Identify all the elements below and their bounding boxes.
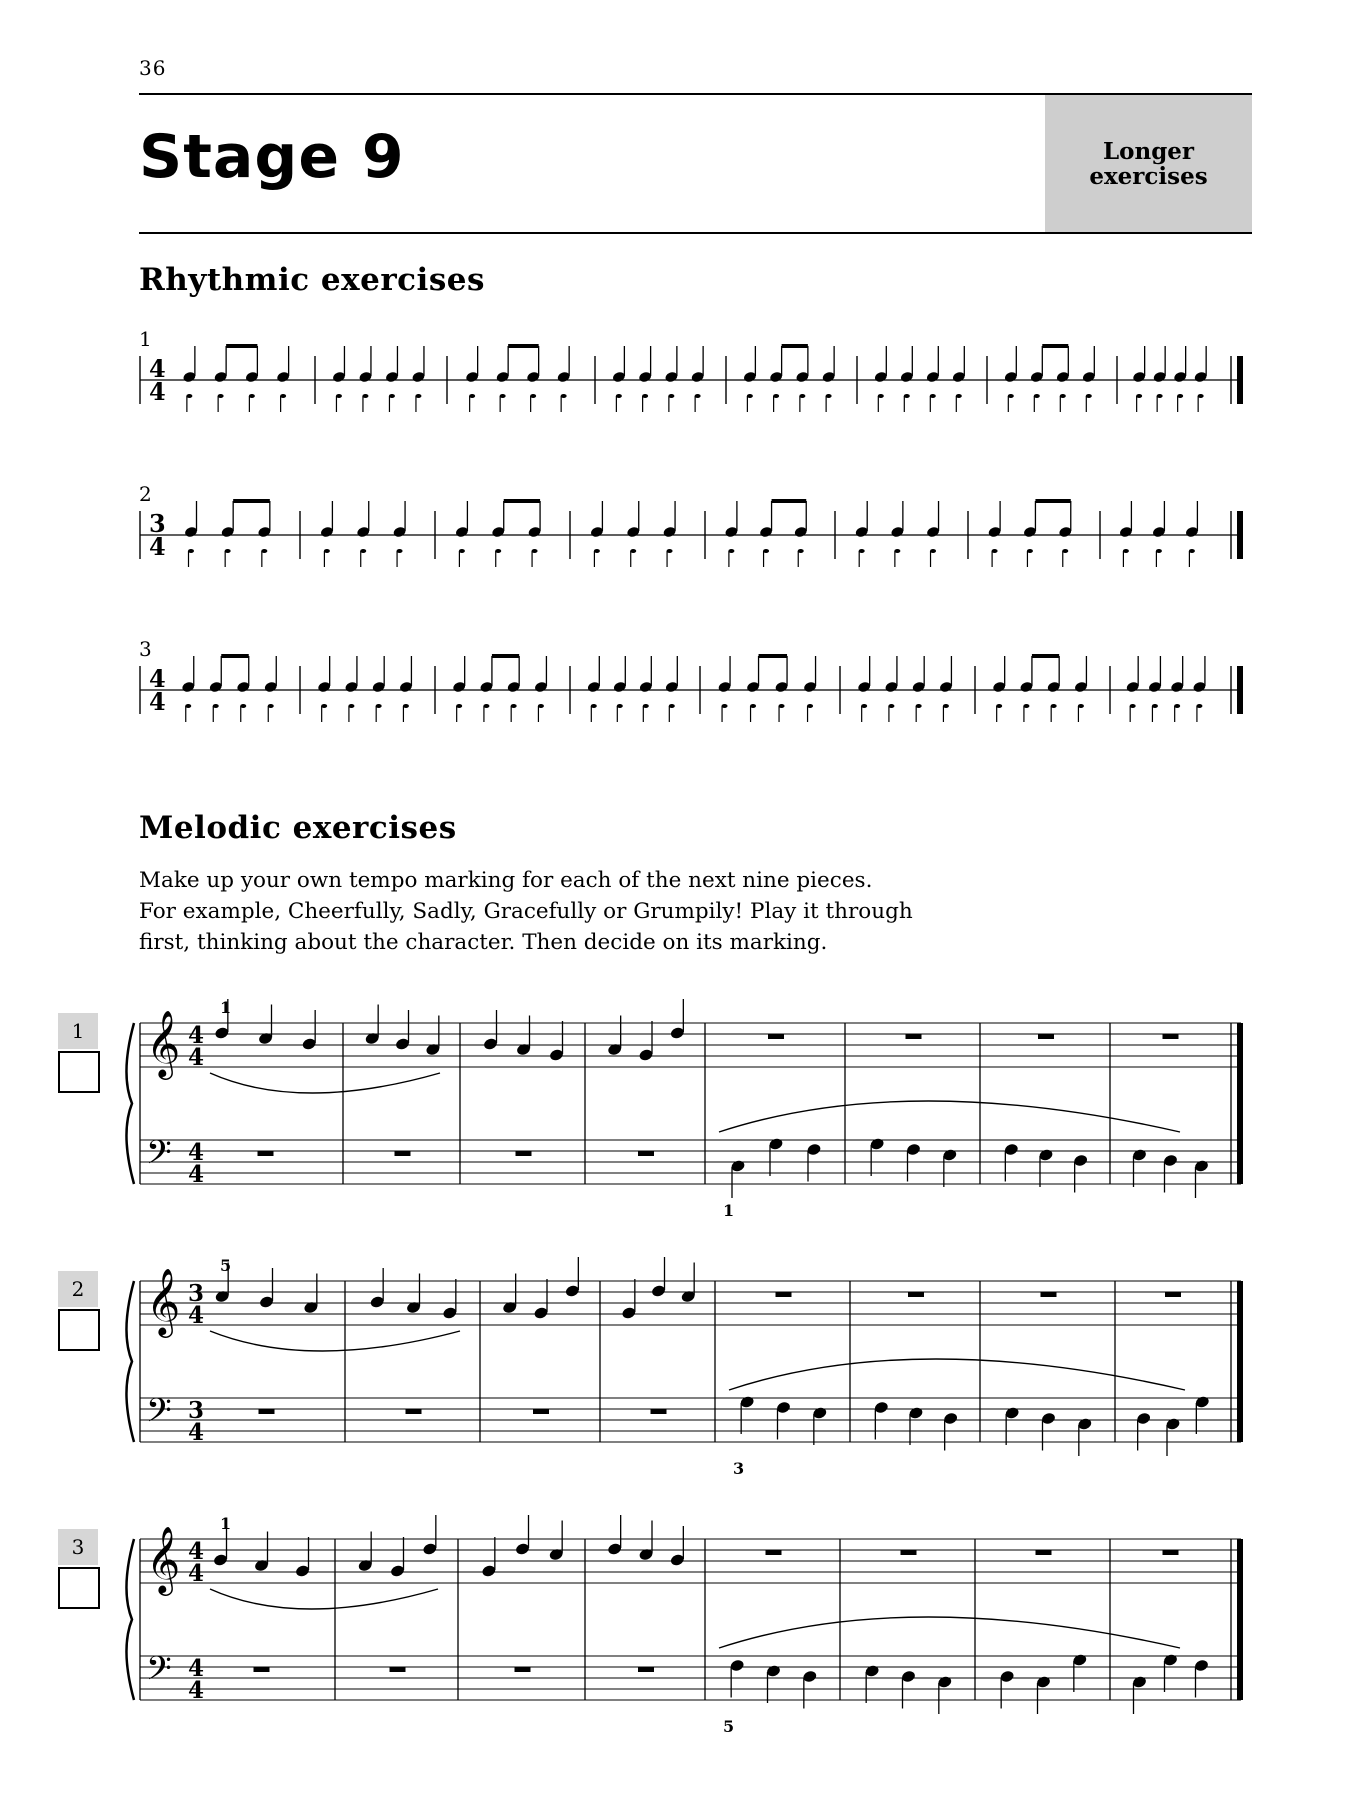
- fingering-number: 3: [733, 1459, 745, 1478]
- rhythm-exercise-number: 3: [139, 637, 152, 661]
- time-signature-top: 3: [188, 1280, 205, 1307]
- page-title: Stage 9: [139, 122, 405, 192]
- final-barline-thick: [1237, 1281, 1243, 1442]
- melodic-heading: Melodic exercises: [139, 810, 457, 846]
- time-signature-bottom: 4: [188, 1044, 205, 1071]
- whole-rest: [776, 1292, 792, 1297]
- whole-rest: [1165, 1292, 1181, 1297]
- fingering-number: 5: [723, 1717, 735, 1736]
- whole-rest: [406, 1409, 422, 1414]
- fingering-number: 1: [723, 1201, 735, 1220]
- time-signature-top: 4: [188, 1139, 205, 1166]
- whole-rest: [258, 1151, 274, 1156]
- whole-rest: [1036, 1550, 1052, 1555]
- brace: [126, 1539, 134, 1700]
- time-signature-bottom: 4: [188, 1419, 205, 1446]
- time-signature-top: 4: [149, 664, 166, 693]
- time-signature-bottom: 4: [188, 1560, 205, 1587]
- treble-clef-icon: 𝄞: [146, 1267, 181, 1335]
- time-signature-top: 4: [149, 354, 166, 383]
- time-signature-top: 3: [149, 509, 166, 538]
- whole-rest: [516, 1151, 532, 1156]
- whole-rest: [533, 1409, 549, 1414]
- melodic-exercise-number: 2: [58, 1271, 98, 1307]
- slur: [210, 1073, 440, 1093]
- time-signature-top: 4: [188, 1538, 205, 1565]
- page-number: 36: [139, 56, 167, 80]
- slur: [729, 1359, 1185, 1390]
- whole-rest: [1163, 1034, 1179, 1039]
- time-signature-bottom: 4: [188, 1677, 205, 1704]
- rhythm-exercise-number: 1: [139, 327, 152, 351]
- bass-clef-icon: 𝄢: [146, 1134, 172, 1180]
- whole-rest: [1163, 1550, 1179, 1555]
- whole-rest: [395, 1151, 411, 1156]
- whole-rest: [254, 1667, 270, 1672]
- section-tab-label: Longer exercises: [1089, 137, 1208, 190]
- whole-rest: [768, 1034, 784, 1039]
- whole-rest: [638, 1151, 654, 1156]
- fingering-number: 5: [220, 1256, 232, 1275]
- brace: [126, 1281, 134, 1442]
- slur: [719, 1617, 1180, 1648]
- whole-rest: [259, 1409, 275, 1414]
- fingering-number: 1: [220, 1514, 232, 1533]
- treble-clef-icon: 𝄞: [146, 1525, 181, 1593]
- fingering-number: 1: [220, 998, 232, 1017]
- time-signature-bottom: 4: [149, 687, 166, 716]
- whole-rest: [1038, 1034, 1054, 1039]
- slur: [719, 1101, 1180, 1132]
- whole-rest: [908, 1292, 924, 1297]
- melodic-exercise-number: 1: [58, 1013, 98, 1049]
- whole-rest: [390, 1667, 406, 1672]
- instructions-line: first, thinking about the character. Then decide on its marking.: [139, 930, 828, 955]
- whole-rest: [651, 1409, 667, 1414]
- whole-rest: [906, 1034, 922, 1039]
- instructions-line: Make up your own tempo marking for each of the next nine pieces.: [139, 868, 873, 893]
- whole-rest: [638, 1667, 654, 1672]
- time-signature-bottom: 4: [149, 377, 166, 406]
- bass-clef-icon: 𝄢: [146, 1650, 172, 1696]
- whole-rest: [515, 1667, 531, 1672]
- treble-clef-icon: 𝄞: [146, 1009, 181, 1077]
- rhythm-exercise-number: 2: [139, 482, 152, 506]
- whole-rest: [901, 1550, 917, 1555]
- time-signature-bottom: 4: [149, 532, 166, 561]
- whole-rest: [766, 1550, 782, 1555]
- time-signature-top: 3: [188, 1397, 205, 1424]
- whole-rest: [1041, 1292, 1057, 1297]
- slur: [210, 1589, 438, 1609]
- final-barline-thick: [1237, 1539, 1243, 1700]
- melodic-exercise-number: 3: [58, 1529, 98, 1565]
- brace: [126, 1023, 134, 1184]
- instructions-line: For example, Cheerfully, Sadly, Gracefully or Grumpily! Play it through: [139, 899, 913, 924]
- time-signature-bottom: 4: [188, 1161, 205, 1188]
- time-signature-bottom: 4: [188, 1302, 205, 1329]
- final-barline-thick: [1237, 1023, 1243, 1184]
- time-signature-top: 4: [188, 1655, 205, 1682]
- slur: [210, 1331, 460, 1351]
- time-signature-top: 4: [188, 1022, 205, 1049]
- rhythmic-heading: Rhythmic exercises: [139, 262, 485, 298]
- bass-clef-icon: 𝄢: [146, 1392, 172, 1438]
